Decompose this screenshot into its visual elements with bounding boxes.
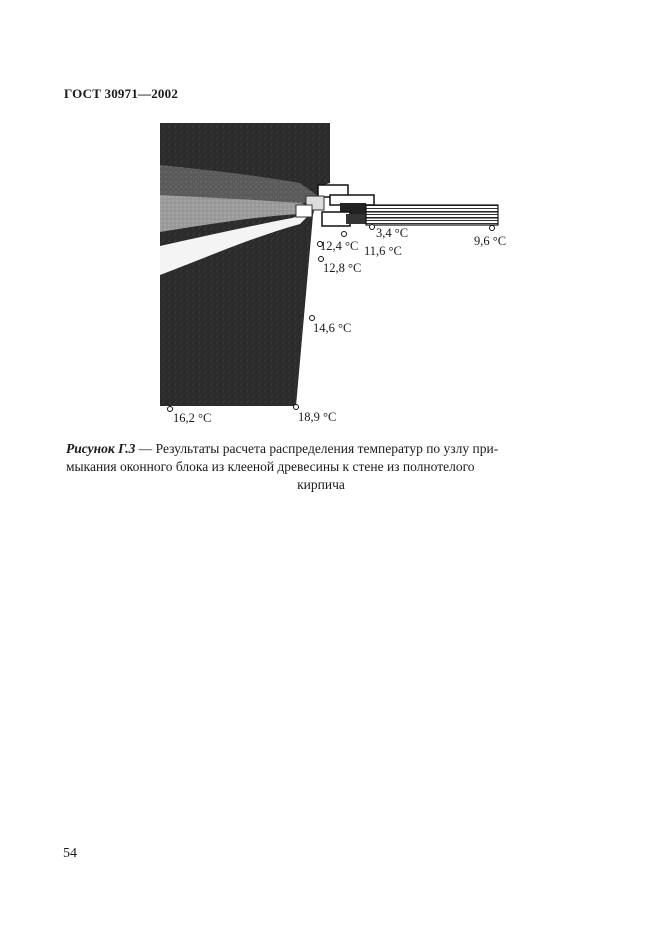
temperature-label: 12,4 °C <box>320 239 359 253</box>
temperature-label: 16,2 °C <box>173 411 212 425</box>
caption-line-1 <box>66 440 576 458</box>
figure-reference: Рисунок Г.3 <box>66 441 136 456</box>
temperature-label: 9,6 °C <box>474 234 507 248</box>
temperature-label: 11,6 °C <box>364 244 402 258</box>
temperature-label: 12,8 °C <box>323 261 362 275</box>
glazing-unit <box>366 205 498 225</box>
figure-caption <box>66 440 576 494</box>
page-number: 54 <box>63 846 77 861</box>
temperature-label: 3,4 °C <box>376 226 409 240</box>
document-header: ГОСТ 30971—2002 <box>64 86 179 101</box>
caption-line-3: кирпича <box>297 477 345 492</box>
caption-text-1: Результаты расчета распределения температур по узлу при- <box>155 441 499 456</box>
temperature-label: 14,6 °C <box>313 321 352 335</box>
caption-line-2: мыкания оконного блока из клееной древесины к стене из полнотелого <box>66 459 475 474</box>
caption-dash: — <box>135 441 156 456</box>
temperature-label: 18,9 °C <box>298 410 337 424</box>
